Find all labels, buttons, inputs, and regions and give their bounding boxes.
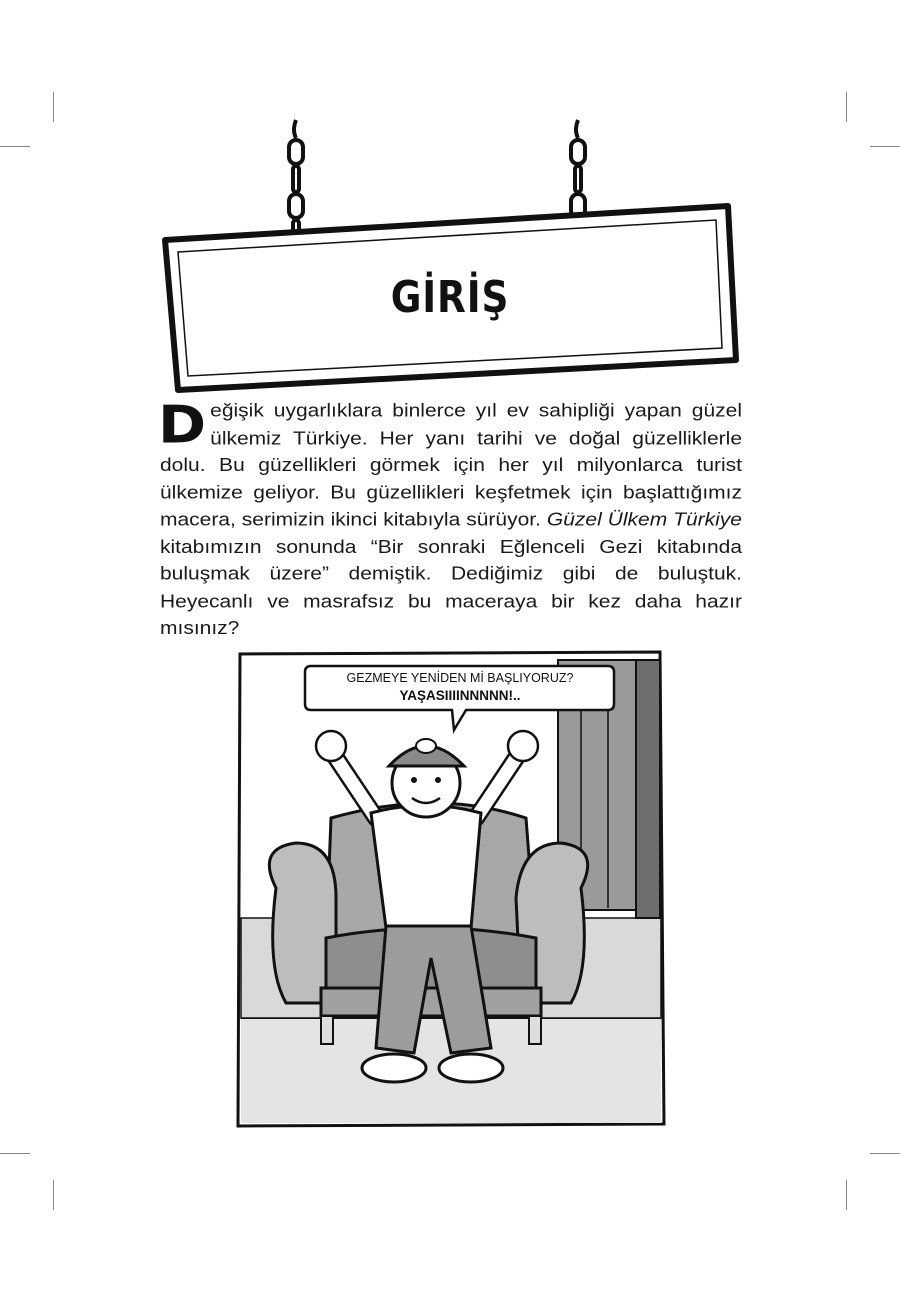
paragraph-text: eğişik uygarlıklara binlerce yıl ev sahipliği yapan güzel ülkemiz Türkiye. Her yanı tarihi ve doğal güzelliklerle dolu. Bu güzellikleri görmek için her yıl milyonlarca turist ülkemize geliyor. Bu güzellikleri keşfetmek için başlattığımız macera, serimizin ikinci kitabıyla sürüyor.	[160, 400, 742, 530]
chain-icon	[571, 120, 585, 226]
cartoon-illustration	[236, 648, 666, 1128]
crop-mark	[0, 146, 30, 147]
book-title: Güzel Ülkem Türkiye	[546, 509, 742, 530]
crop-mark	[53, 1180, 54, 1210]
drop-cap: D	[158, 394, 207, 456]
crop-mark	[870, 1153, 900, 1154]
crop-mark	[870, 146, 900, 147]
paragraph-text: kitabımızın sonunda “Bir sonraki Eğlenceli Gezi kitabında buluşmak üzere” demiştik. Dediğimiz gibi de buluştuk. Heyecanlı ve masrafsız bu maceraya bir kez daha hazır mısınız?	[160, 536, 742, 639]
crop-mark	[0, 1153, 30, 1154]
hanging-sign	[150, 110, 750, 400]
speech-line-1: GEZMEYE YENİDEN Mİ BAŞLIYORUZ?	[346, 671, 574, 685]
chapter-title: GİRİŞ	[390, 272, 510, 323]
crop-mark	[53, 92, 54, 122]
speech-line-2: YAŞASIIIINNNNN!..	[399, 688, 521, 703]
crop-mark	[846, 92, 847, 122]
chain-icon	[289, 120, 303, 244]
crop-mark	[846, 1180, 847, 1210]
intro-paragraph	[158, 394, 742, 643]
